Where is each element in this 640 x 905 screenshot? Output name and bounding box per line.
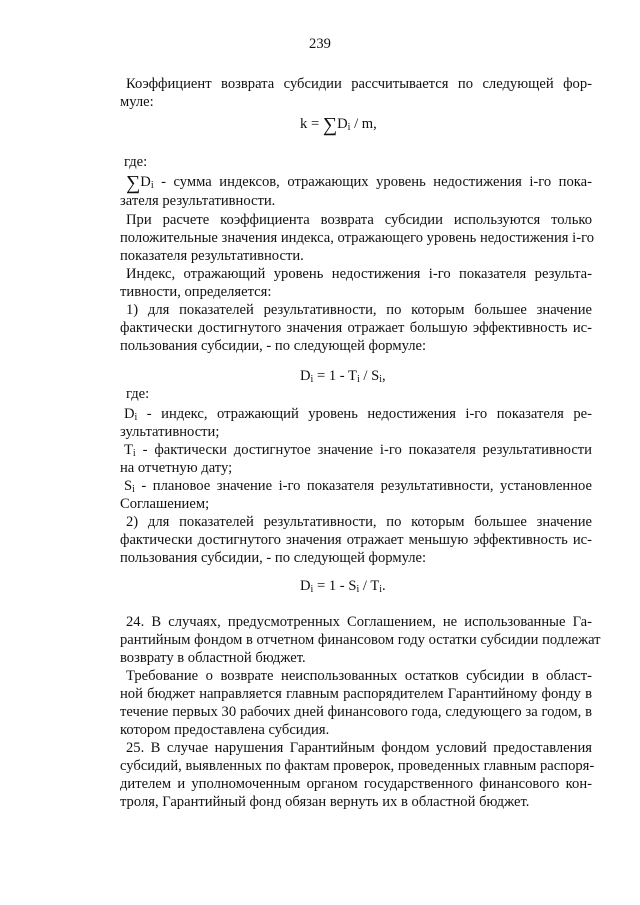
text-line: пользования субсидии, - по следующей формуле: (120, 550, 427, 566)
text-line: пользования субсидии, - по следующей формуле: (120, 338, 427, 354)
text-line: положительные значения индекса, отражающего уровень недостижения i-го (120, 230, 594, 246)
text-line: 2) для показателей результативности, по которым большее значение (126, 514, 592, 530)
text-line: субсидий, выявленных по фактам проверок, проведенных главным распоря- (120, 758, 595, 774)
text-line: зультативности; (120, 424, 220, 440)
page-number: 239 (309, 36, 331, 52)
text-line: возврату в областной бюджет. (120, 650, 306, 666)
text-line: троля, Гарантийный фонд обязан вернуть их в областной бюджет. (120, 794, 530, 810)
text-line: фактически достигнутого значения отражает большую эффективность ис- (120, 320, 592, 336)
text-line: $D_i$ - индекс, отражающий уровень недостижения i-го показателя ре- (124, 406, 592, 423)
text-line: рантийным фондом в отчетном финансовом году остатки субсидии подлежат (120, 632, 601, 648)
text-line: ной бюджет направляется главным распорядителем Гарантийному фонду в (120, 686, 592, 702)
text-line: фактически достигнутого значения отражает меньшую эффективность ис- (120, 532, 592, 548)
text-line: зателя результативности. (120, 193, 276, 209)
text-line: Требование о возврате неиспользованных остатков субсидии в област- (126, 668, 592, 684)
text-line: 25. В случае нарушения Гарантийным фондом условий предоставления (126, 740, 592, 756)
text-line: где: (124, 154, 148, 170)
text-line: Коэффициент возврата субсидии рассчитывается по следующей фор- (126, 76, 592, 92)
text-line: показателя результативности. (120, 248, 304, 264)
text-line: котором предоставлена субсидия. (120, 722, 330, 738)
text-line: $S_i$ - плановое значение i-го показателя результативности, установленное (124, 478, 592, 495)
text-line: течение первых 30 рабочих дней финансового года, следующего за годом, в (120, 704, 592, 720)
text-line: Соглашением; (120, 496, 210, 512)
text-line: 24. В случаях, предусмотренных Соглашением, не использованные Га- (126, 614, 592, 630)
text-line: $D_i = 1 - S_i / T_i$. (300, 578, 386, 595)
text-line: на отчетную дату; (120, 460, 233, 476)
text-line: $\sum D_i$ - сумма индексов, отражающих уровень недостижения i-го пока- (126, 172, 592, 194)
text-line: муле: (120, 94, 154, 110)
text-line: тивности, определяется: (120, 284, 272, 300)
text-line: Индекс, отражающий уровень недостижения i-го показателя результа- (126, 266, 592, 282)
text-line: где: (126, 386, 150, 402)
text-line: $D_i = 1 - T_i / S_i$, (300, 368, 386, 385)
text-line: При расчете коэффициента возврата субсидии используются только (126, 212, 592, 228)
text-line: 1) для показателей результативности, по которым большее значение (126, 302, 592, 318)
text-line: $T_i$ - фактически достигнутое значение i-го показателя результативности (124, 442, 592, 459)
text-line: дителем и уполномоченным органом государственного финансового кон- (120, 776, 592, 792)
text-line: $k = \sum D_i / m$, (300, 114, 377, 136)
